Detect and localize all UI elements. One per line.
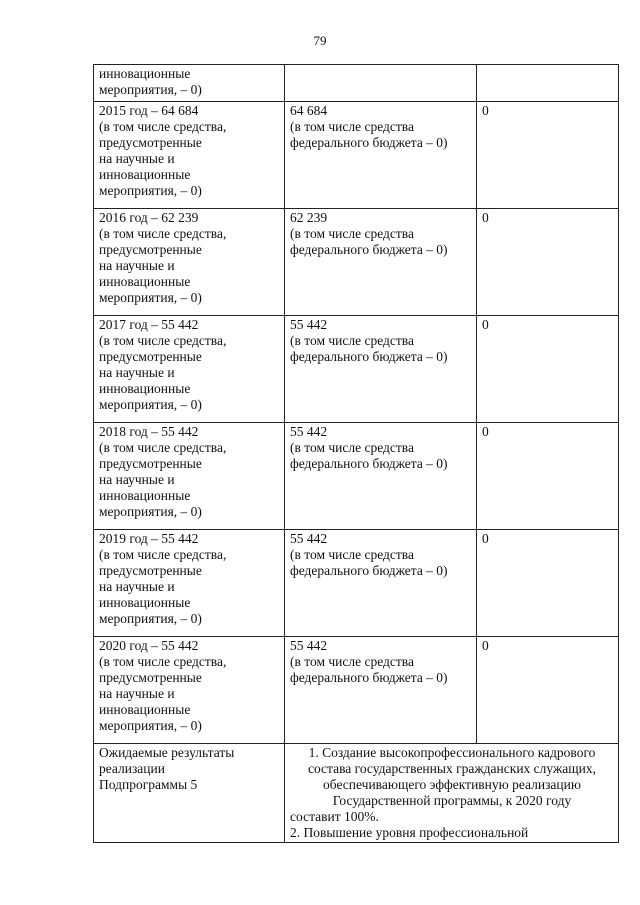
cell-col1 [94, 209, 285, 316]
table-row-results [94, 744, 619, 843]
cell-line: (в том числе средства [290, 119, 414, 134]
funding-table [93, 64, 619, 843]
table-row [94, 316, 619, 423]
cell-line: (в том числе средства, [99, 547, 227, 562]
cell-line: мероприятия, – 0) [99, 290, 202, 305]
cell-line: инновационные [99, 488, 191, 503]
cell-col1 [94, 65, 285, 102]
cell-line: предусмотренные [99, 135, 202, 150]
cell-line: мероприятия, – 0) [99, 82, 202, 97]
cell-col1 [94, 530, 285, 637]
cell-line: 62 239 [290, 210, 328, 225]
table-row [94, 637, 619, 744]
cell-col2 [285, 530, 477, 637]
cell-line: 55 442 [290, 317, 328, 332]
cell-line: 2016 год – 62 239 [99, 210, 199, 225]
cell-line: Ожидаемые результаты [99, 745, 235, 760]
cell-line: федерального бюджета – 0) [290, 349, 448, 364]
cell-line: инновационные [99, 381, 191, 396]
cell-line: предусмотренные [99, 670, 202, 685]
cell-line: мероприятия, – 0) [99, 718, 202, 733]
table-row [94, 209, 619, 316]
cell-col3: 0 [477, 209, 619, 316]
cell-line: (в том числе средства, [99, 654, 227, 669]
cell-line: Государственной программы, к 2020 году [332, 793, 572, 808]
cell-line: мероприятия, – 0) [99, 397, 202, 412]
cell-col2 [285, 209, 477, 316]
results-label-cell [94, 744, 285, 843]
table-row [94, 530, 619, 637]
cell-col3: 0 [477, 316, 619, 423]
cell-col2 [285, 102, 477, 209]
cell-line: (в том числе средства [290, 226, 414, 241]
results-text-cell [285, 744, 619, 843]
cell-line: составит 100%. [290, 809, 379, 824]
cell-line: 55 442 [290, 638, 328, 653]
cell-line: инновационные [99, 274, 191, 289]
cell-line: 2. Повышение уровня профессиональной [290, 825, 529, 840]
cell-line: на научные и [99, 686, 175, 701]
cell-line: (в том числе средства [290, 440, 414, 455]
cell-line: (в том числе средства, [99, 333, 227, 348]
cell-col3: 0 [477, 530, 619, 637]
cell-line: предусмотренные [99, 563, 202, 578]
cell-line: мероприятия, – 0) [99, 611, 202, 626]
cell-line: федерального бюджета – 0) [290, 456, 448, 471]
cell-line: (в том числе средства [290, 333, 414, 348]
cell-line: 55 442 [290, 531, 328, 546]
cell-line: 2017 год – 55 442 [99, 317, 199, 332]
cell-line: состава государственных гражданских служащих, [307, 761, 597, 776]
cell-col3: 0 [477, 102, 619, 209]
cell-line: на научные и [99, 579, 175, 594]
cell-line: реализации [99, 761, 165, 776]
cell-col2 [285, 423, 477, 530]
cell-col1 [94, 423, 285, 530]
cell-line: (в том числе средства, [99, 119, 227, 134]
cell-line: (в том числе средства, [99, 226, 227, 241]
cell-line: на научные и [99, 258, 175, 273]
cell-line: 2020 год – 55 442 [99, 638, 199, 653]
cell-line: 1. Создание высокопрофессионального кадрового [308, 745, 596, 760]
cell-col2 [285, 316, 477, 423]
cell-line: инновационные [99, 66, 191, 81]
cell-line: 2018 год – 55 442 [99, 424, 199, 439]
cell-line: (в том числе средства [290, 654, 414, 669]
cell-line: мероприятия, – 0) [99, 183, 202, 198]
cell-line: предусмотренные [99, 242, 202, 257]
cell-line: Подпрограммы 5 [99, 777, 198, 792]
cell-line: на научные и [99, 365, 175, 380]
cell-line: 2015 год – 64 684 [99, 103, 199, 118]
cell-col2 [285, 65, 477, 102]
cell-line: федерального бюджета – 0) [290, 135, 448, 150]
cell-line: мероприятия, – 0) [99, 504, 202, 519]
cell-col3 [477, 65, 619, 102]
cell-line: федерального бюджета – 0) [290, 563, 448, 578]
cell-line: на научные и [99, 472, 175, 487]
table-row [94, 102, 619, 209]
cell-line: инновационные [99, 702, 191, 717]
cell-line: предусмотренные [99, 349, 202, 364]
cell-line: 2019 год – 55 442 [99, 531, 199, 546]
cell-col1 [94, 637, 285, 744]
cell-col3: 0 [477, 423, 619, 530]
cell-line: федерального бюджета – 0) [290, 242, 448, 257]
cell-line: на научные и [99, 151, 175, 166]
cell-line: обеспечивающего эффективную реализацию [323, 777, 581, 792]
cell-line: 55 442 [290, 424, 328, 439]
cell-line: инновационные [99, 167, 191, 182]
cell-line: федерального бюджета – 0) [290, 670, 448, 685]
cell-line: 64 684 [290, 103, 328, 118]
cell-line: (в том числе средства, [99, 440, 227, 455]
cell-col1 [94, 316, 285, 423]
cell-line: инновационные [99, 595, 191, 610]
table-row [94, 423, 619, 530]
cell-col3: 0 [477, 637, 619, 744]
cell-line: (в том числе средства [290, 547, 414, 562]
cell-col1 [94, 102, 285, 209]
cell-col2 [285, 637, 477, 744]
cell-line: предусмотренные [99, 456, 202, 471]
page-number: 79 [313, 33, 327, 48]
table-row [94, 65, 619, 102]
